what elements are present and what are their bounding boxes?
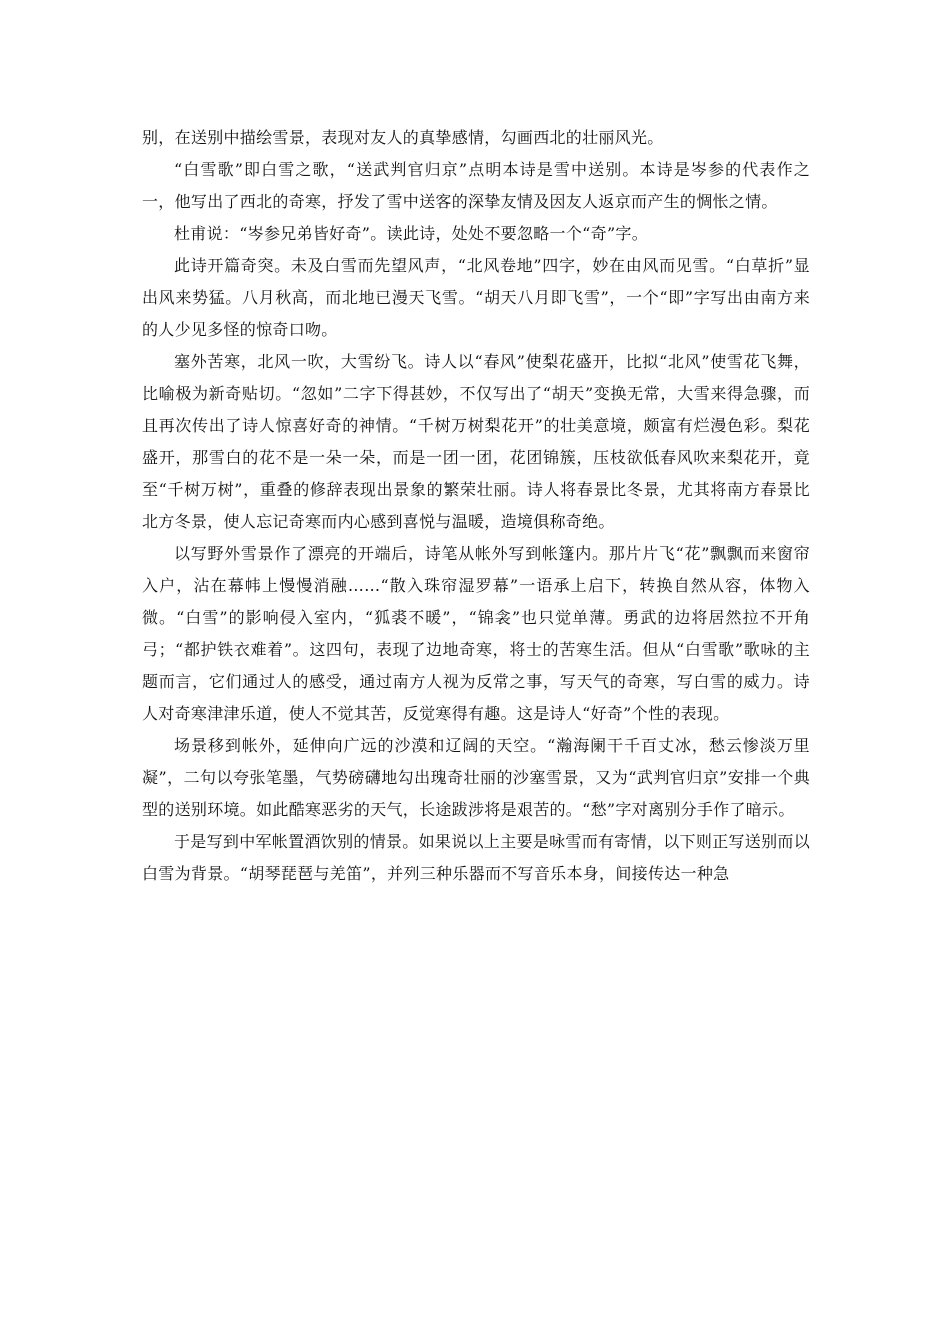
- document-body: [142, 122, 810, 890]
- paragraph-continuation: 别，在送别中描绘雪景，表现对友人的真挚感情，勾画西北的壮丽风光。: [142, 128, 664, 147]
- paragraph-farewell-feast: 于是写到中军帐置酒饮别的情景。如果说以上主要是咏雪而有寄情，以下则正写送别而以白雪为背景。“胡琴琵琶与羌笛”，并列三种乐器而不写音乐本身，间接传达一种急: [142, 832, 810, 883]
- paragraph-pear-blossom: 塞外苦寒，北风一吹，大雪纷飞。诗人以“春风”使梨花盛开，比拟“北风”使雪花飞舞，比喻极为新奇贴切。“忽如”二字下得甚妙，不仅写出了“胡天”变换无常，大雪来得急骤，而且再次传出了诗人惊喜好奇的神情。“千树万树梨花开”的壮美意境，颇富有烂漫色彩。梨花盛开，那雪白的花不是一朵一朵，而是一团一团，花团锦簇，压枝欲低春风吹来梨花开，竟至“千树万树”，重叠的修辞表现出景象的繁荣壮丽。诗人将春景比冬景，尤其将南方春景比北方冬景，使人忘记奇寒而内心感到喜悦与温暖，造境俱称奇绝。: [142, 352, 810, 531]
- paragraph-du-fu-quote: 杜甫说：“岑参兄弟皆好奇”。读此诗，处处不要忽略一个“奇”字。: [174, 224, 649, 243]
- paragraph-desert-scene: 场景移到帐外，延伸向广远的沙漠和辽阔的天空。“瀚海阑干千百丈冰，愁云惨淡万里凝”，二句以夸张笔墨，气势磅礴地勾出瑰奇壮丽的沙塞雪景，又为“武判官归京”安排一个典型的送别环境。如此酷寒恶劣的天气，长途跋涉将是艰苦的。“愁”字对离别分手作了暗示。: [142, 736, 810, 819]
- paragraph-inside-tent: 以写野外雪景作了漂亮的开端后，诗笔从帐外写到帐篷内。那片片飞“花”飘飘而来窗帘入户，沾在幕帏上慢慢消融……“散入珠帘湿罗幕”一语承上启下，转换自然从容，体物入微。“白雪”的影响侵入室内，“狐裘不暖”，“锦衾”也只觉单薄。勇武的边将居然拉不开角弓；“都护铁衣难着”。这四句，表现了边地奇寒，将士的苦寒生活。但从“白雪歌”歌咏的主题而言，它们通过人的感受，通过南方人视为反常之事，写天气的奇寒，写白雪的威力。诗人对奇寒津津乐道，使人不觉其苦，反觉寒得有趣。这是诗人“好奇”个性的表现。: [142, 544, 810, 723]
- paragraph-title-meaning: “白雪歌”即白雪之歌，“送武判官归京”点明本诗是雪中送别。本诗是岑参的代表作之一，他写出了西北的奇寒，抒发了雪中送客的深挚友情及因友人返京而产生的惆怅之情。: [142, 160, 810, 211]
- paragraph-opening: 此诗开篇奇突。未及白雪而先望风声，“北风卷地”四字，妙在由风而见雪。“白草折”显出风来势猛。八月秋高，而北地已漫天飞雪。“胡天八月即飞雪”，一个“即”字写出由南方来的人少见多怪的惊奇口吻。: [142, 256, 810, 339]
